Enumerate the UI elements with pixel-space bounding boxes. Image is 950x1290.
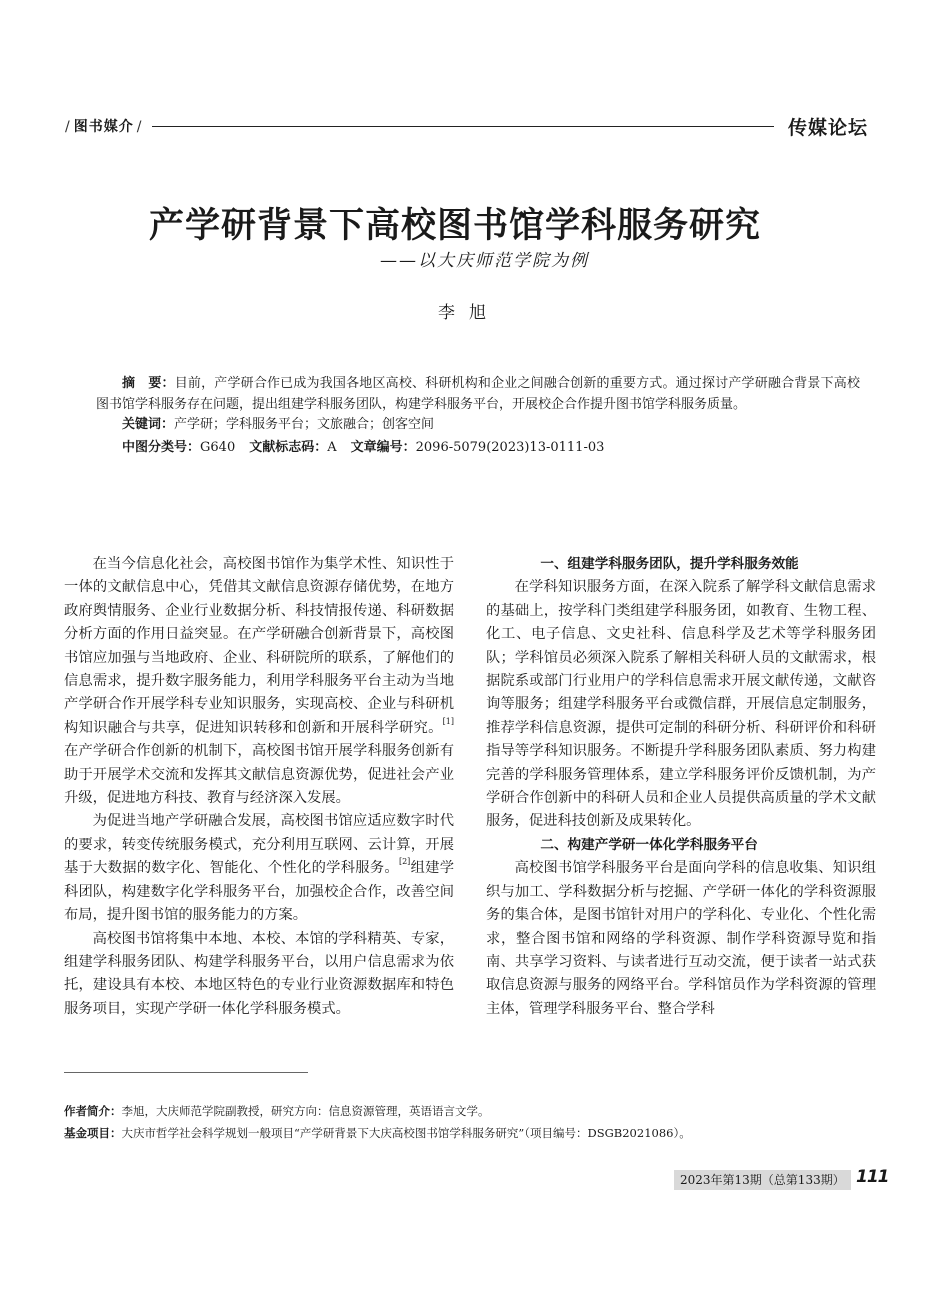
paragraph: 高校图书馆将集中本地、本校、本馆的学科精英、专家，组建学科服务团队、构建学科服务平台，以用户信息需求为依托，建设具有本校、本地区特色的专业行业资源数据库和特色服务项目，实现产学研一体化学科服务模式。 [64, 930, 454, 1017]
paragraph: 高校图书馆学科服务平台是面向学科的信息收集、知识组织与加工、学科数据分析与挖掘、产学研一体化的学科资源服务的集合体，是图书馆针对用户的学科化、专业化、个性化需求，整合图书馆和网络的学科资源、制作学科资源导览和指南、共享学习资料、与读者进行互动交流，便于读者一站式获取信息资源与服务的网络平台。学科馆员作为学科资源的管理主体，管理学科服务平台、整合学科 [486, 860, 876, 1017]
paragraph [64, 553, 454, 810]
keywords-label: 关键词： [122, 417, 175, 432]
clc-value: G640 [200, 439, 236, 455]
classification-row [96, 438, 860, 459]
section-label [62, 116, 145, 136]
clc-label: 中图分类号： [122, 439, 201, 455]
slash-decoration: / [65, 119, 71, 135]
article-subtitle: ——以大庆师范学院为例 [380, 251, 589, 271]
doc-code-value: A [327, 439, 337, 455]
reference-marker[interactable]: [2] [398, 857, 411, 867]
page-number: 111 [856, 1167, 889, 1187]
body-column-right [486, 553, 876, 1021]
paragraph [64, 810, 454, 927]
paragraph-text: 在当今信息化社会，高校图书馆作为集学术性、知识性于一体的文献信息中心，凭借其文献信息资源存储优势，在地方政府舆情服务、企业行业数据分析、科技情报传递、科研数据分析方面的作用日益突显。在产学研融合创新背景下，高校图书馆应加强与当地政府、企业、科研院所的联系，了解他们的信息需求，提升数字服务能力，利用学科服务平台主动为当地产学研合作开展学科专业知识服务，实现高校、企业与科研机构知识融合与共享，促进知识转移和创新和开展科学研究。 [64, 556, 454, 736]
author-note-label: 作者简介： [64, 1104, 122, 1118]
paragraph-text: 在产学研合作创新的机制下，高校图书馆开展学科服务创新有助于开展学术交流和发挥其文献信息资源优势，促进社会产业升级，促进地方科技、教育与经济深入发展。 [64, 743, 454, 807]
abstract-text: 目前，产学研合作已成为我国各地区高校、科研机构和企业之间融合创新的重要方式。通过探讨产学研融合背景下高校图书馆学科服务存在问题，提出组建学科服务团队，构建学科服务平台，开展校企合作提升图书馆学科服务质量。 [96, 376, 860, 412]
author-note [64, 1102, 884, 1120]
fund-note [64, 1124, 884, 1142]
footnote-rule [64, 1072, 308, 1073]
article-author: 李旭 [438, 303, 500, 323]
issue-info: 2023年第13期（总第133期） [674, 1170, 851, 1190]
fund-note-label: 基金项目： [64, 1126, 122, 1140]
reference-marker[interactable]: [1] [442, 716, 454, 726]
abstract-block [96, 374, 860, 458]
section-label-text: 图书媒介 [73, 119, 134, 135]
body-column-left [64, 553, 454, 1021]
fund-note-text: 大庆市哲学社会科学规划一般项目“产学研背景下大庆高校图书馆学科服务研究”（项目编号：DSGB2021086）。 [121, 1126, 691, 1140]
article-title: 产学研背景下高校图书馆学科服务研究 [148, 205, 761, 246]
paragraph-text: 组建学科团队，构建数字化学科服务平台，加强校企合作，改善空间布局，提升图书馆的服务能力的方案。 [64, 860, 455, 924]
slash-decoration: / [136, 119, 143, 135]
keywords [96, 415, 860, 436]
section-heading-2: 二、构建产学研一体化学科服务平台 [540, 836, 758, 853]
section-heading-1: 一、组建学科服务团队，提升学科服务效能 [540, 556, 799, 572]
article-no-label: 文章编号： [350, 439, 416, 455]
abstract-label: 摘 要： [122, 376, 175, 391]
column-name: 传媒论坛 [788, 117, 869, 139]
header-rule [152, 126, 774, 127]
article-no-value: 2096-5079(2023)13-0111-03 [415, 439, 605, 455]
paragraph-text: 为促进当地产学研融合发展，高校图书馆应适应数字时代的要求，转变传统服务模式，充分利用互联网、云计算，开展基于大数据的数字化、智能化、个性化的学科服务。 [64, 813, 454, 877]
paragraph: 在学科知识服务方面，在深入院系了解学科文献信息需求的基础上，按学科门类组建学科服务团，如教育、生物工程、化工、电子信息、文史社科、信息科学及艺术等学科服务团队；学科馆员必须深入院系了解相关科研人员的文献需求，根据院系或部门行业用户的学科信息需求开展文献传递，文献咨询等服务；组建学科服务平台或微信群，开展信息定制服务，推荐学科信息资源，提供可定制的科研分析、科研评价和科研指导等学科知识服务。不断提升学科服务团队素质、努力构建完善的学科服务管理体系，建立学科服务评价反馈机制，为产学研合作创新中的科研人员和企业人员提供高质量的学术文献服务，促进科技创新及成果转化。 [486, 579, 876, 830]
abstract [96, 374, 860, 415]
keywords-text: 产学研；学科服务平台；文旅融合；创客空间 [174, 417, 435, 432]
author-note-text: 李旭，大庆师范学院副教授，研究方向：信息资源管理，英语语言文学。 [121, 1104, 490, 1118]
doc-code-label: 文献标志码： [249, 439, 328, 455]
